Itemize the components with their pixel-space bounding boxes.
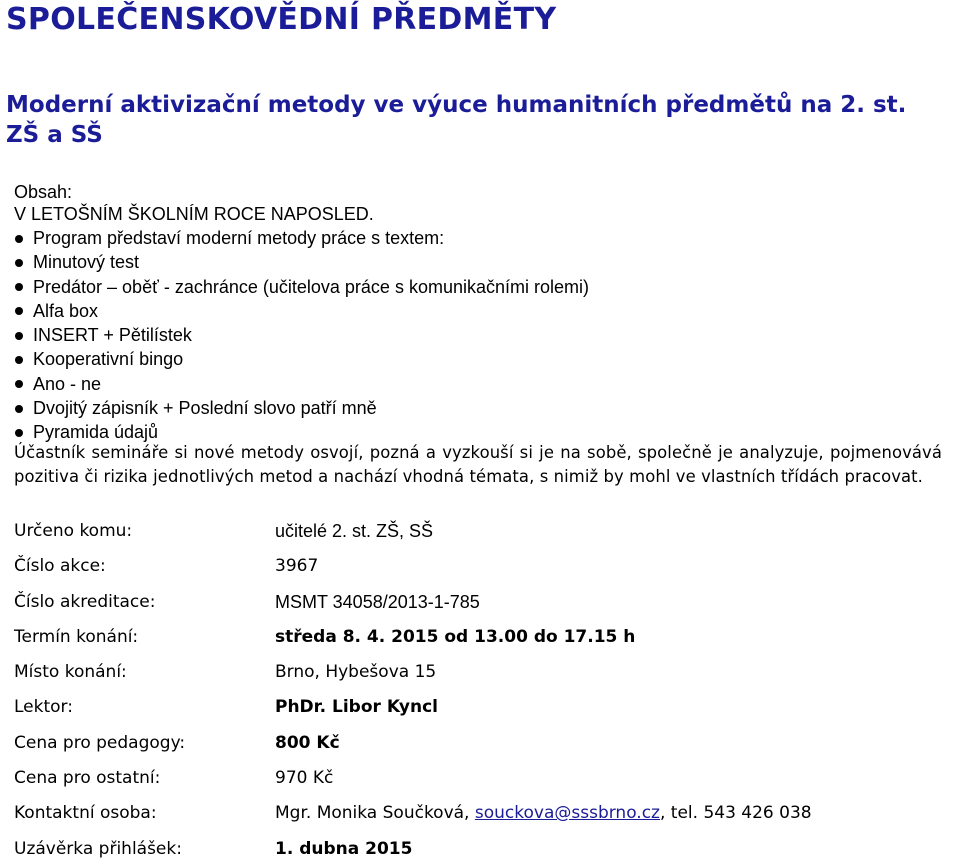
target-value: učitelé 2. st. ZŠ, SŠ xyxy=(275,521,434,541)
list-item-text: Ano - ne xyxy=(33,373,102,394)
deadline-label: Uzávěrka přihlášek: xyxy=(14,839,182,859)
page-title: SPOLEČENSKOVĚDNÍ PŘEDMĚTY xyxy=(6,2,557,37)
price-teachers-value: 800 Kč xyxy=(275,733,340,753)
contact-label: Kontaktní osoba: xyxy=(14,803,157,823)
bullet-icon xyxy=(15,429,23,437)
list-item xyxy=(14,250,589,274)
place-value: Brno, Hybešova 15 xyxy=(275,662,437,682)
list-item xyxy=(14,347,589,371)
deadline-value: 1. dubna 2015 xyxy=(275,839,413,859)
contact-phone: , tel. 543 426 038 xyxy=(659,803,812,823)
list-item-text: Minutový test xyxy=(33,252,140,273)
bullet-icon xyxy=(15,259,23,267)
bullet-icon xyxy=(15,283,23,291)
price-others-label: Cena pro ostatní: xyxy=(14,768,161,788)
bullet-icon xyxy=(15,356,23,364)
bullet-icon xyxy=(15,332,23,340)
place-label: Místo konání: xyxy=(14,662,127,682)
contact-name: Mgr. Monika Součková, xyxy=(275,803,475,823)
list-item-text: Dvojitý zápisník + Poslední slovo patří mně xyxy=(33,398,377,419)
content-label: Obsah: xyxy=(14,182,73,202)
course-title-line-1: Moderní aktivizační metody ve výuce humanitních předmětů na 2. st. xyxy=(6,92,907,118)
content-heading: V LETOŠNÍM ŠKOLNÍM ROCE NAPOSLED. xyxy=(14,204,374,224)
list-item-text: Program představí moderní metody práce s textem: xyxy=(33,228,445,248)
accreditation-label: Číslo akreditace: xyxy=(14,592,156,612)
course-description: Účastník semináře si nové metody osvojí, pozná a vyzkouší si je na sobě, společně je analyzuje, pojmenovává pozitiva či rizika jednotlivých metod a nachází vhodná témata, s nimiž by mohl ve vlastních třídách pracovat. xyxy=(14,443,942,486)
list-item-text: Alfa box xyxy=(33,300,99,321)
program-list xyxy=(14,226,589,445)
date-label: Termín konání: xyxy=(14,627,139,647)
list-item-text: Pyramida údajů xyxy=(33,422,159,443)
target-label: Určeno komu: xyxy=(14,521,133,541)
price-others-value: 970 Kč xyxy=(275,768,334,788)
bullet-icon xyxy=(15,235,23,243)
course-title xyxy=(6,90,926,150)
price-teachers-label: Cena pro pedagogy: xyxy=(14,733,186,753)
contact-email-link[interactable]: souckova@sssbrno.cz xyxy=(474,803,660,823)
list-item xyxy=(14,299,589,323)
list-item xyxy=(14,226,589,250)
accreditation-value: MSMT 34058/2013-1-785 xyxy=(275,592,480,612)
list-item xyxy=(14,275,589,299)
list-item-text: INSERT + Pětilístek xyxy=(33,325,192,346)
lecturer-value: PhDr. Libor Kyncl xyxy=(275,697,438,717)
course-title-line-2: ZŠ a SŠ xyxy=(6,122,103,148)
list-item xyxy=(14,323,589,347)
list-item-text: Kooperativní bingo xyxy=(33,349,184,370)
bullet-icon xyxy=(15,405,23,413)
list-item xyxy=(14,372,589,396)
list-item-text: Predátor – oběť - zachránce (učitelova práce s komunikačními rolemi) xyxy=(33,276,589,297)
lecturer-label: Lektor: xyxy=(14,697,73,717)
list-item xyxy=(14,396,589,420)
bullet-icon xyxy=(15,380,23,388)
bullet-icon xyxy=(15,307,23,315)
event-number-label: Číslo akce: xyxy=(14,556,106,576)
contact-value xyxy=(275,802,812,824)
date-value: středa 8. 4. 2015 od 13.00 do 17.15 h xyxy=(275,627,636,647)
event-number-value: 3967 xyxy=(275,556,319,576)
